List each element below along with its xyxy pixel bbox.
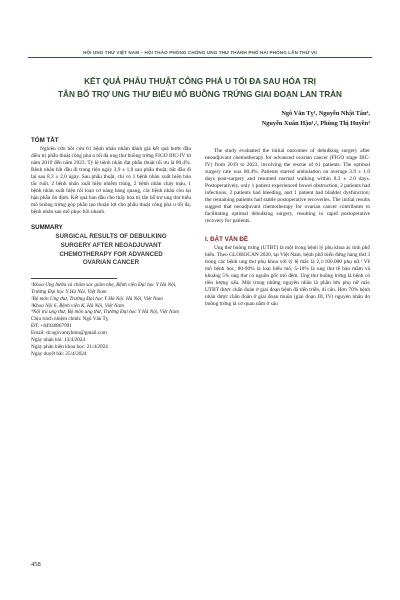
page-number: 458: [31, 561, 41, 568]
contact-line: ĐT: +84946867991: [31, 323, 72, 330]
left-column: [31, 137, 191, 358]
article-title-line: TÂN BỔ TRỢ UNG THƯ BIỂU MÔ BUỒNG TRỨNG GIAI ĐOẠN LAN TRÀN: [58, 90, 342, 99]
contact-line: Ngày duyệt bài: 25/4/2024: [31, 350, 87, 357]
summary-title-line: SURGICAL RESULTS OF DEBULKING: [55, 233, 167, 241]
article-title: [30, 75, 370, 101]
running-header: HỘI UNG THƯ VIỆT NAM – HỘI THẢO PHÒNG CHỐNG UNG THƯ THÀNH PHỐ HẢI PHÒNG LẦN THỨ VII: [83, 50, 317, 55]
footnote-rule: [31, 278, 117, 279]
contact-line: Ngày nhận bài: 13/4/2024: [31, 337, 86, 344]
abstract-vi-text: Nghiên cứu hồi cứu 61 bệnh nhân nhằm đánh giá kết quả bước đầu điều trị phẫu thuật công phá u tối đa ung thư buồng trứng FIGO IIIC-IV từ năm 2019 đến năm 2023. Tỷ lệ bệnh nhân đạt phẫu thuật tối ưu là 80,4%. Bệnh nhân bắt đầu đi trung tiện ngày 3,9 ± 1,0 sau phẫu thuật, bắt đầu đi lại sau 8,3 ± 2,0 ngày. Sau phẫu thuật, chỉ có 1 bệnh nhân xuất hiện bán tắc ruột, 2 bệnh nhân xuất hiện nhiễm trùng, 2 bệnh nhân chảy máu, 1 bệnh nhân xuất hiện rối loạn cơ năng bàng quang, các bệnh nhân còn lại hậu phẫu ổn định. Kết quả ban đầu cho thấy hóa trị tân bổ trợ ung thư biểu mô buồng trứng góp phần tạo thuận lợi cho phẫu thuật công phá u tối đa, bệnh nhân sau mổ phục hồi nhanh.: [31, 146, 191, 216]
summary-text: The study evaluated the initial outcomes of debulking surgery after neoadjuvant chemotherapy for advanced ovarian cancer (FIGO stage IIIC-IV) from 2019 to 2023, involving the rescue of 61 patients. The optimal surgery rate was 80.4%. Patients started ambulation on average 3.9 ± 1.0 days post-surgery and resumed normal walking within 8.3 ± 2.0 days. Postoperatively, only 1 patient experienced bowel obstruction, 2 patients had infections, 2 patients had bleeding, and 1 patient had bladder dysfunction; the remaining patients had stable postoperative recoveries. The initial results suggest that neoadjuvant chemotherapy for ovarian cancer contributes to facilitating optimal debulking surgery, resulting in rapid postoperative recovery for patients.: [205, 148, 370, 225]
intro-text: Ung thư buồng trứng (UTBT) là một trong bệnh lý phụ khoa ác tính phổ biến. Theo GLOBOCAN 2020, tại Việt Nam, bệnh phổ biến đứng hàng thứ 3 trong các bệnh ung thư phụ khoa với tỷ lệ mắc là 2,1/100.000 phụ nữ.¹ Về mô bệnh học, 80-90% là loại biểu mô, 5-10% là ung thư tế bào mầm và khoảng 5% ung thư có nguồn gốc mô đệm. Ung thư buồng trứng là bệnh có tiên lượng xấu. Một trong những nguyên nhân là phần lớn phụ nữ mắc UTBT được chẩn đoán ở giai đoạn bệnh đã tiến triển, di căn. Hơn 70% bệnh nhân được chẩn đoán ở giai đoạn muộn (giai đoạn III, IV) nguyên nhân do buồng trứng là cơ quan nằm ở sâu: [205, 244, 370, 307]
contact-line: Chịu trách nhiệm chính: Ngô Văn Tỵ: [31, 316, 109, 323]
affiliation: ²Bộ môn Ung thư, Trường Đại học Y Hà Nội. Hà Nội, Việt Nam: [31, 295, 163, 302]
affiliation: ⁴Nội trú ung thư, Bộ môn ung thư, Trường Đại học Y Hà Nội, Việt Nam: [31, 309, 179, 316]
authors-line: Nguyễn Xuân Hậu¹,², Phùng Thị Huyền³: [261, 119, 370, 127]
abstract-vi-heading: TÓM TẮT: [31, 137, 59, 144]
footnotes: [31, 282, 191, 358]
right-column: [205, 148, 370, 308]
intro-heading: I. ĐẶT VẤN ĐỀ: [205, 235, 248, 243]
header-rule: [28, 57, 372, 58]
summary-heading: SUMMARY: [31, 224, 63, 232]
authors: [130, 109, 370, 128]
authors-line: Ngô Văn Tỵ¹, Nguyễn Nhật Tân⁴,: [281, 110, 370, 117]
summary-title-line: CHEMOTHERAPY FOR ADVANCED: [59, 250, 163, 258]
summary-title: [31, 233, 191, 267]
contact-line: Ngày phản biện khoa học: 21/4/2024: [31, 344, 108, 350]
summary-title-line: OVARIAN CANCER: [82, 259, 140, 267]
summary-title-line: SURGERY AFTER NEOADJUVANT: [60, 242, 162, 250]
contact-email[interactable]: Email: dr.ngovantyhmu@gmail.com: [31, 330, 107, 337]
affiliation: ³Khoa Nội 6, Bệnh viện K, Hà Nội, Việt Nam: [31, 302, 124, 309]
article-title-line: KẾT QUẢ PHẪU THUẬT CÔNG PHÁ U TỐI ĐA SAU HÓA TRỊ: [84, 77, 316, 86]
affiliation: ¹Khoa Ung bướu và chăm sóc giảm nhẹ, Bệnh viện Đại học Y Hà Nội, Trường Đại học Y Hà Nội, Việt Nam: [31, 281, 177, 295]
